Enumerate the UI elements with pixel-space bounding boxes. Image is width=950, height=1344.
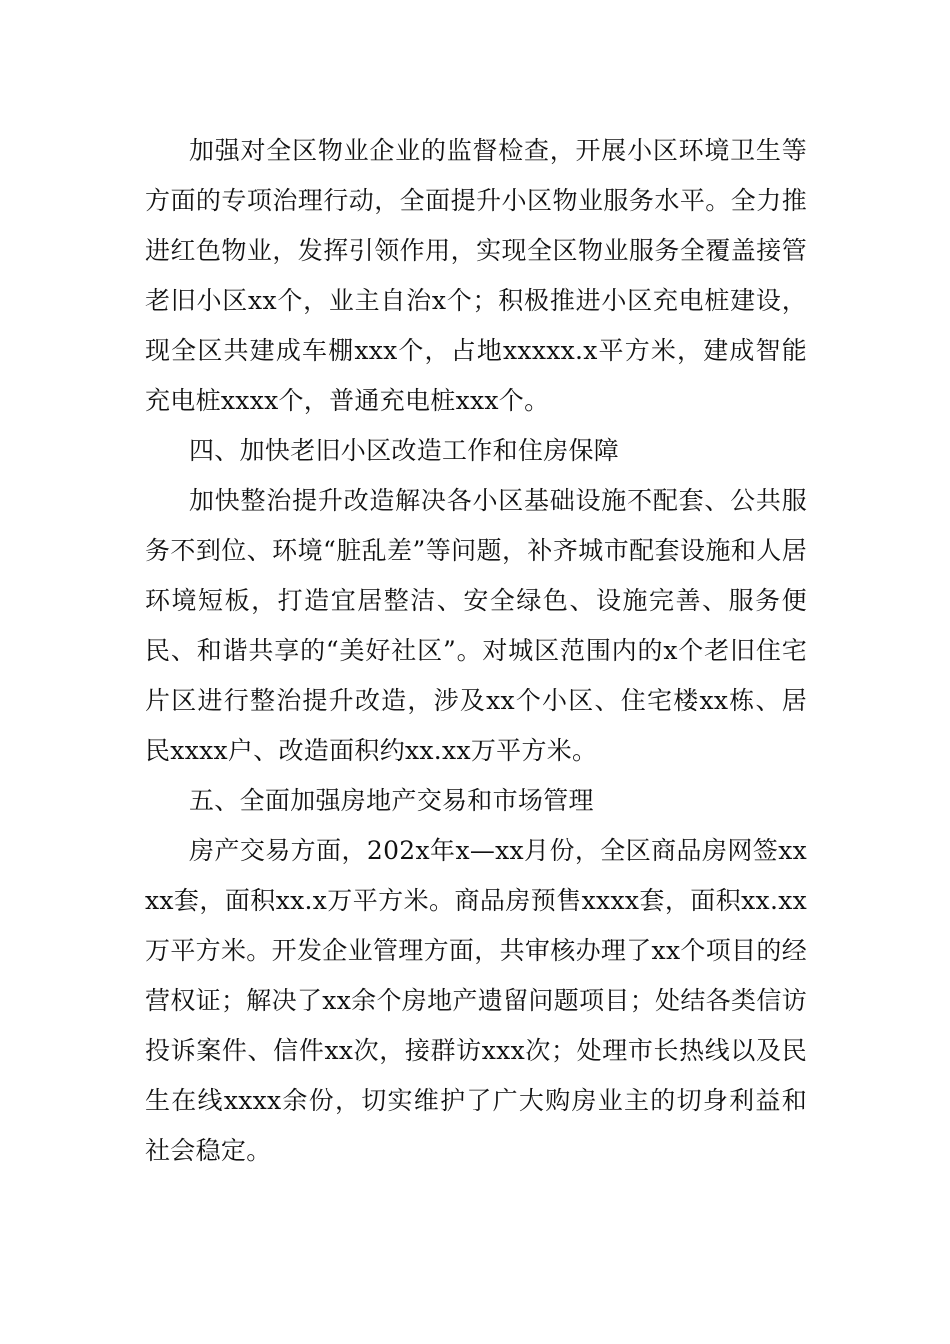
- document-body: [145, 126, 807, 1176]
- section-heading-4: 四、加快老旧小区改造工作和住房保障: [189, 436, 620, 465]
- paragraph-real-estate-transactions: 房产交易方面，202x年x—xx月份，全区商品房网签xxxx套，面积xx.x万平方米。商品房预售xxxx套，面积xx.xx万平方米。开发企业管理方面，共审核办理了xx个项目的经营权证；解决了xx余个房地产遗留问题项目；处结各类信访投诉案件、信件xx次，接群访xxx次；处理市长热线以及民生在线xxxx余份，切实维护了广大购房业主的切身利益和社会稳定。: [145, 836, 807, 1165]
- paragraph-old-community-renovation: 加快整治提升改造解决各小区基础设施不配套、公共服务不到位、环境“脏乱差”等问题，补齐城市配套设施和人居环境短板，打造宜居整洁、安全绿色、设施完善、服务便民、和谐共享的“美好社区”。对城区范围内的x个老旧住宅片区进行整治提升改造，涉及xx个小区、住宅楼xx栋、居民xxxx户、改造面积约xx.xx万平方米。: [145, 486, 807, 765]
- section-heading-5: 五、全面加强房地产交易和市场管理: [189, 786, 594, 815]
- paragraph-property-supervision: 加强对全区物业企业的监督检查，开展小区环境卫生等方面的专项治理行动，全面提升小区物业服务水平。全力推进红色物业，发挥引领作用，实现全区物业服务全覆盖接管老旧小区xx个，业主自治x个；积极推进小区充电桩建设，现全区共建成车棚xxx个，占地xxxxx.x平方米，建成智能充电桩xxxx个，普通充电桩xxx个。: [145, 136, 807, 415]
